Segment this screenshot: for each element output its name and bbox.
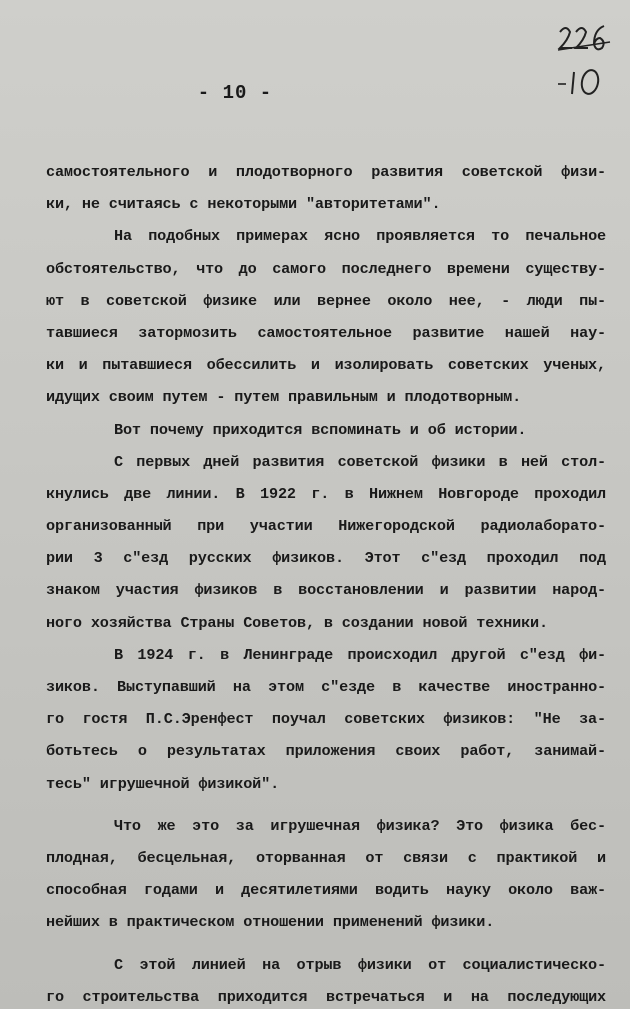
text-line: В 1924 г. в Ленинграде происходил другой с"езд фи-: [114, 645, 606, 664]
text-line: знаком участия физиков в восстановлении и развитии народ-: [46, 581, 606, 600]
text-line: ного хозяйства Страны Советов, в создании новой техники.: [46, 613, 548, 632]
handwritten-mark-icon: [554, 20, 614, 100]
handwritten-archive-number: [554, 20, 614, 100]
text-line: тесь" игрушечной физикой".: [46, 774, 280, 793]
text-line: рии 3 с"езд русских физиков. Этот с"езд проходил под: [46, 549, 606, 568]
text-line: организованный при участии Нижегородской радиолаборато-: [46, 517, 606, 536]
text-line: зиков. Выступавший на этом с"езде в качестве иностранно-: [46, 678, 606, 696]
text-line: Вот почему приходится вспоминать и об истории.: [114, 420, 527, 439]
text-line: плодная, бесцельная, оторванная от связи с практикой и: [46, 848, 606, 867]
text-line: ботьтесь о результатах приложения своих работ, занимай-: [46, 742, 606, 761]
text-line: Что же это за игрушечная физика? Это физика бес-: [114, 816, 606, 835]
page-number: - 10 -: [197, 82, 273, 104]
text-line: С первых дней развития советской физики в ней стол-: [114, 452, 606, 471]
typewritten-body: [46, 156, 606, 1009]
text-line: способная годами и десятилетиями водить науку около важ-: [46, 881, 606, 900]
text-line: С этой линией на отрыв физики от социалистическо-: [114, 955, 606, 974]
text-line: ки и пытавшиеся обессилить и изолировать советских ученых,: [46, 356, 606, 375]
text-line: нейших в практическом отношении применений физики.: [46, 913, 495, 932]
text-line: самостоятельного и плодотворного развития советской физи-: [46, 163, 606, 181]
text-line: обстоятельство, что до самого последнего времени существу-: [46, 259, 606, 278]
text-line: На подобных примерах ясно проявляется то печальное: [114, 227, 606, 246]
text-line: кнулись две линии. В 1922 г. в Нижнем Новгороде проходил: [46, 484, 606, 503]
text-line: идущих своим путем - путем правильным и плодотворным.: [46, 388, 522, 407]
text-line: го гостя П.С.Эренфест поучал советских физиков: "Не за-: [46, 710, 606, 729]
text-line: ют в советской физике или вернее около нее, - люди пы-: [46, 291, 606, 310]
text-line: ки, не считаясь с некоторыми "авторитетами".: [46, 195, 441, 214]
text-line: тавшиеся затормозить самостоятельное развитие нашей нау-: [46, 323, 606, 342]
text-line: го строительства приходится встречаться и на последующих: [46, 987, 606, 1006]
